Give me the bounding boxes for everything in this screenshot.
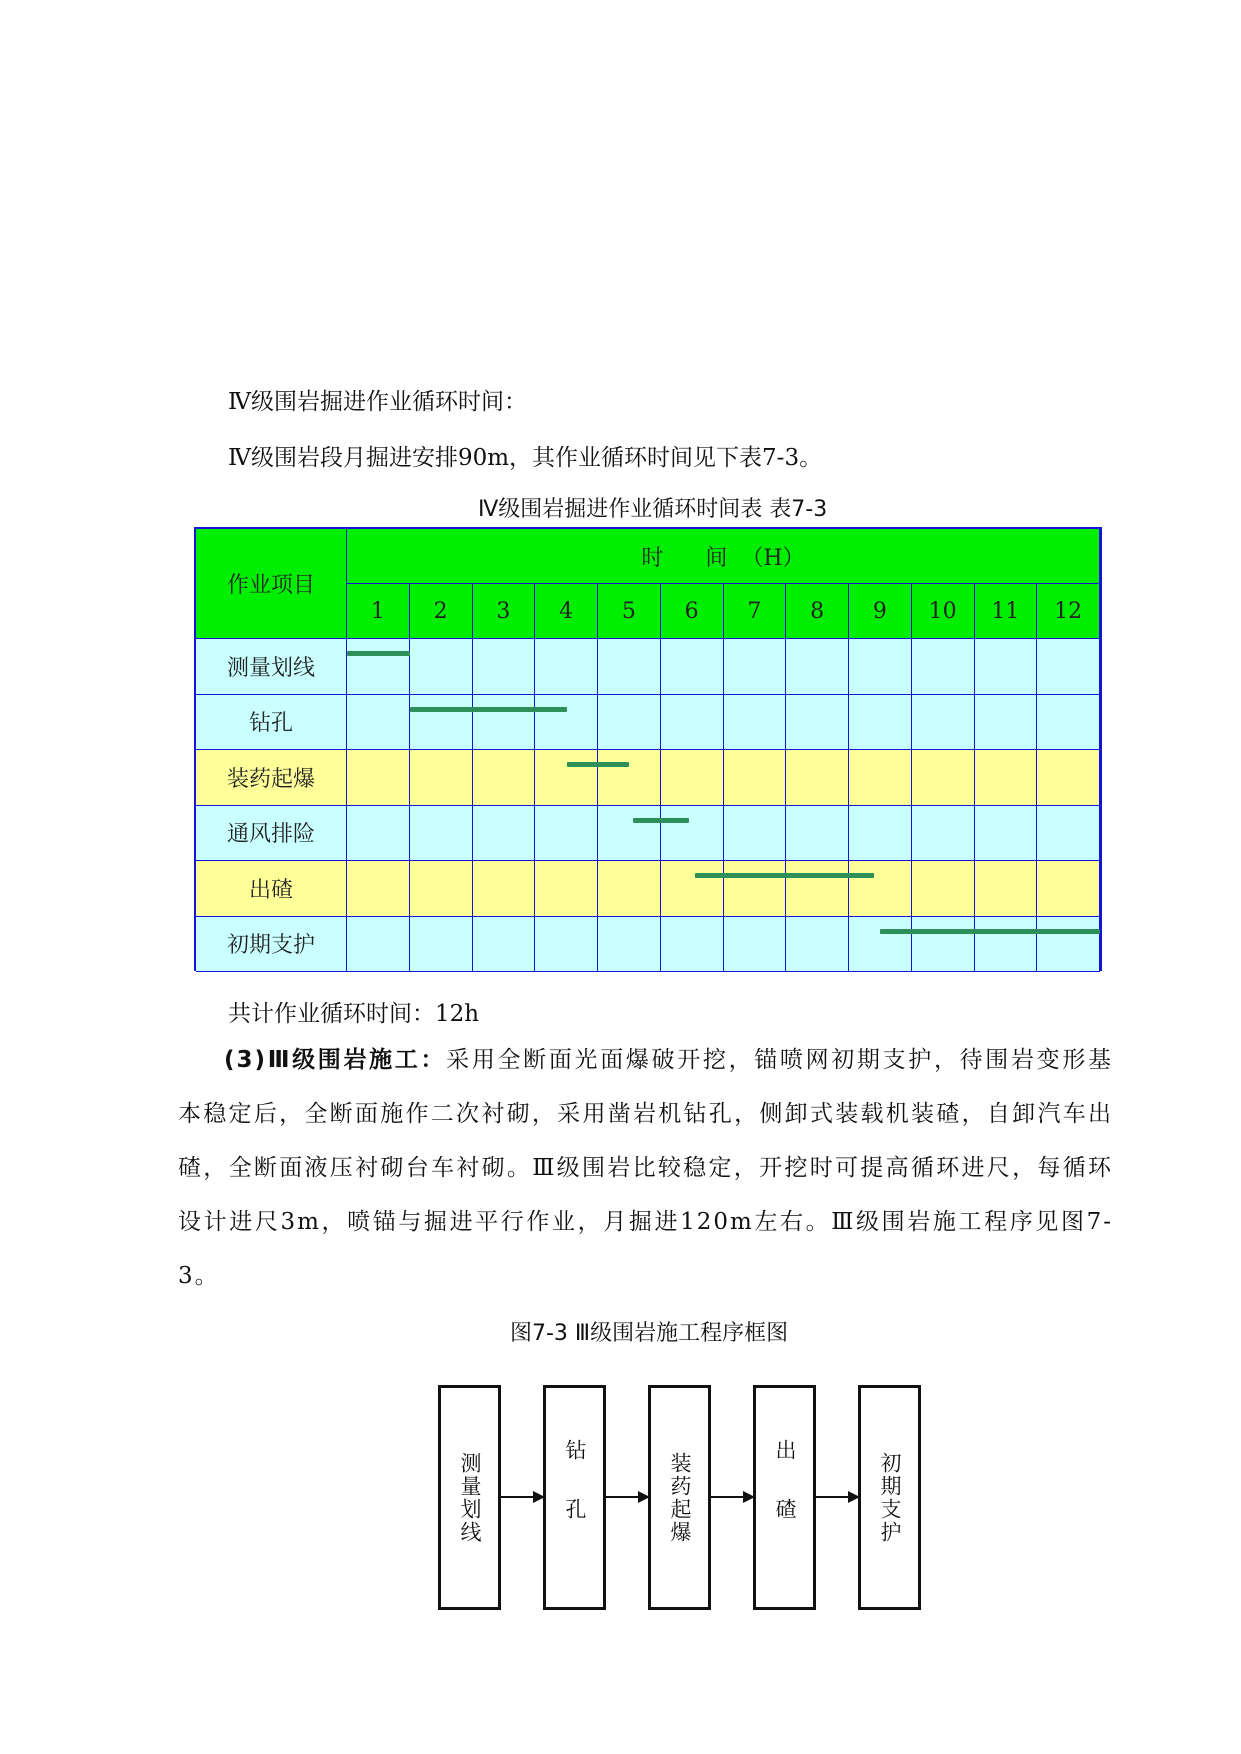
item-header: 作业项目 — [196, 529, 347, 639]
intro-sentence: Ⅳ级围岩段月掘进安排90m，其作业循环时间见下表7-3。 — [228, 445, 823, 471]
flow-arrow — [606, 1496, 648, 1498]
table-cell — [786, 750, 849, 806]
flow-arrow — [816, 1496, 858, 1498]
step-box-blast — [648, 1385, 711, 1610]
table-cell — [724, 695, 787, 751]
table-cell — [661, 639, 724, 695]
table-cell — [410, 806, 473, 862]
table-cell — [975, 695, 1038, 751]
hour-header: 3 — [473, 584, 536, 639]
hour-header: 1 — [347, 584, 410, 639]
step-label-blast: 装药起爆 — [668, 1451, 693, 1544]
hour-header: 7 — [724, 584, 787, 639]
table-cell — [1037, 695, 1100, 751]
table-cell — [786, 695, 849, 751]
table-cell — [410, 750, 473, 806]
section-3-body: 采用全断面光面爆破开挖，锚喷网初期支护，待围岩变形基本稳定后，全断面施作二次衬砌，采用凿岩机钻孔，侧卸式装载机装碴，自卸汽车出碴，全断面液压衬砌台车衬砌。Ⅲ级围岩比较稳定，开挖时可提高循环进尺，每循环设计进尺3m，喷锚与掘进平行作业，月掘进120m左右。Ⅲ级围岩施工程序见图7-3。 — [178, 1047, 1113, 1289]
gantt-bar — [567, 762, 630, 767]
table-cell — [347, 750, 410, 806]
step-box-drill — [543, 1385, 606, 1610]
table-cell — [661, 861, 724, 917]
table-cell — [473, 861, 536, 917]
table-cell — [598, 861, 661, 917]
step-box-support — [858, 1385, 921, 1610]
hour-header: 12 — [1037, 584, 1100, 639]
table-cell — [410, 861, 473, 917]
figure-caption: 图7-3 Ⅲ级围岩施工程序框图 — [510, 1321, 789, 1346]
table-cell — [598, 806, 661, 862]
time-header: 时 间 （H） — [347, 529, 1100, 584]
table-cell — [347, 695, 410, 751]
table-caption: Ⅳ级围岩掘进作业循环时间表 表7-3 — [478, 497, 828, 522]
table-cell — [912, 695, 975, 751]
task-label: 出碴 — [196, 861, 347, 917]
table-cell — [786, 806, 849, 862]
task-label: 装药起爆 — [196, 750, 347, 806]
table-cell — [849, 639, 912, 695]
section-3-paragraph — [178, 1033, 1113, 1303]
task-label: 测量划线 — [196, 639, 347, 695]
table-cell — [786, 861, 849, 917]
table-cell — [912, 806, 975, 862]
table-cell — [473, 695, 536, 751]
table-cell — [1037, 861, 1100, 917]
gantt-bar — [410, 707, 567, 712]
table-cell — [1037, 917, 1100, 973]
table-cell — [912, 861, 975, 917]
hour-header: 9 — [849, 584, 912, 639]
gantt-bar — [880, 929, 1100, 934]
gantt-bar — [347, 651, 410, 656]
table-cell — [975, 750, 1038, 806]
table-cell — [535, 639, 598, 695]
table-cell — [347, 806, 410, 862]
table-cell — [1037, 639, 1100, 695]
table-cell — [473, 917, 536, 973]
table-cell — [975, 639, 1038, 695]
table-cell — [473, 750, 536, 806]
table-cell — [661, 695, 724, 751]
table-cell — [724, 750, 787, 806]
step-label-survey: 测量划线 — [458, 1451, 483, 1544]
table-cell — [1037, 750, 1100, 806]
table-cell — [347, 917, 410, 973]
intro-heading: Ⅳ级围岩掘进作业循环时间： — [228, 389, 527, 415]
table-cell — [724, 861, 787, 917]
step-label-drill: 钻孔 — [563, 1438, 588, 1557]
table-cell — [473, 806, 536, 862]
table-cell — [849, 750, 912, 806]
table-cell — [535, 917, 598, 973]
task-label: 钻孔 — [196, 695, 347, 751]
hour-header: 4 — [535, 584, 598, 639]
table-cell — [598, 639, 661, 695]
table-cell — [661, 806, 724, 862]
table-cell — [786, 917, 849, 973]
table-cell — [975, 917, 1038, 973]
table-cell — [975, 861, 1038, 917]
gantt-bar — [695, 873, 874, 878]
hour-header: 11 — [975, 584, 1038, 639]
table-cell — [849, 861, 912, 917]
hour-header: 10 — [912, 584, 975, 639]
hour-header: 6 — [661, 584, 724, 639]
table-cell — [598, 917, 661, 973]
table-cell — [535, 861, 598, 917]
table-cell — [912, 917, 975, 973]
table-cell — [724, 639, 787, 695]
table-cell — [535, 695, 598, 751]
table-cell — [598, 695, 661, 751]
task-label: 初期支护 — [196, 917, 347, 973]
table-cell — [410, 917, 473, 973]
cycle-time-table — [194, 527, 1102, 971]
table-cell — [661, 917, 724, 973]
section-3-lead: (3)Ⅲ级围岩施工： — [224, 1047, 447, 1073]
table-cell — [849, 806, 912, 862]
step-box-survey — [438, 1385, 501, 1610]
table-cell — [724, 806, 787, 862]
flow-arrow — [501, 1496, 543, 1498]
table-cell — [410, 639, 473, 695]
task-label: 通风排险 — [196, 806, 347, 862]
table-cell — [912, 750, 975, 806]
gantt-bar — [633, 818, 689, 823]
total-cycle-time: 共计作业循环时间：12h — [228, 1001, 480, 1027]
hour-header: 2 — [410, 584, 473, 639]
table-cell — [347, 639, 410, 695]
hour-header: 5 — [598, 584, 661, 639]
table-cell — [849, 695, 912, 751]
step-label-support: 初期支护 — [878, 1451, 903, 1544]
table-cell — [473, 639, 536, 695]
table-cell — [410, 695, 473, 751]
table-cell — [598, 750, 661, 806]
table-cell — [347, 861, 410, 917]
table-cell — [786, 639, 849, 695]
step-label-mucking: 出碴 — [773, 1438, 798, 1557]
table-cell — [535, 750, 598, 806]
flow-arrow — [711, 1496, 753, 1498]
step-box-mucking — [753, 1385, 816, 1610]
table-cell — [975, 806, 1038, 862]
table-cell — [724, 917, 787, 973]
table-cell — [535, 806, 598, 862]
table-cell — [849, 917, 912, 973]
table-cell — [1037, 806, 1100, 862]
table-cell — [912, 639, 975, 695]
hour-header: 8 — [786, 584, 849, 639]
table-cell — [661, 750, 724, 806]
